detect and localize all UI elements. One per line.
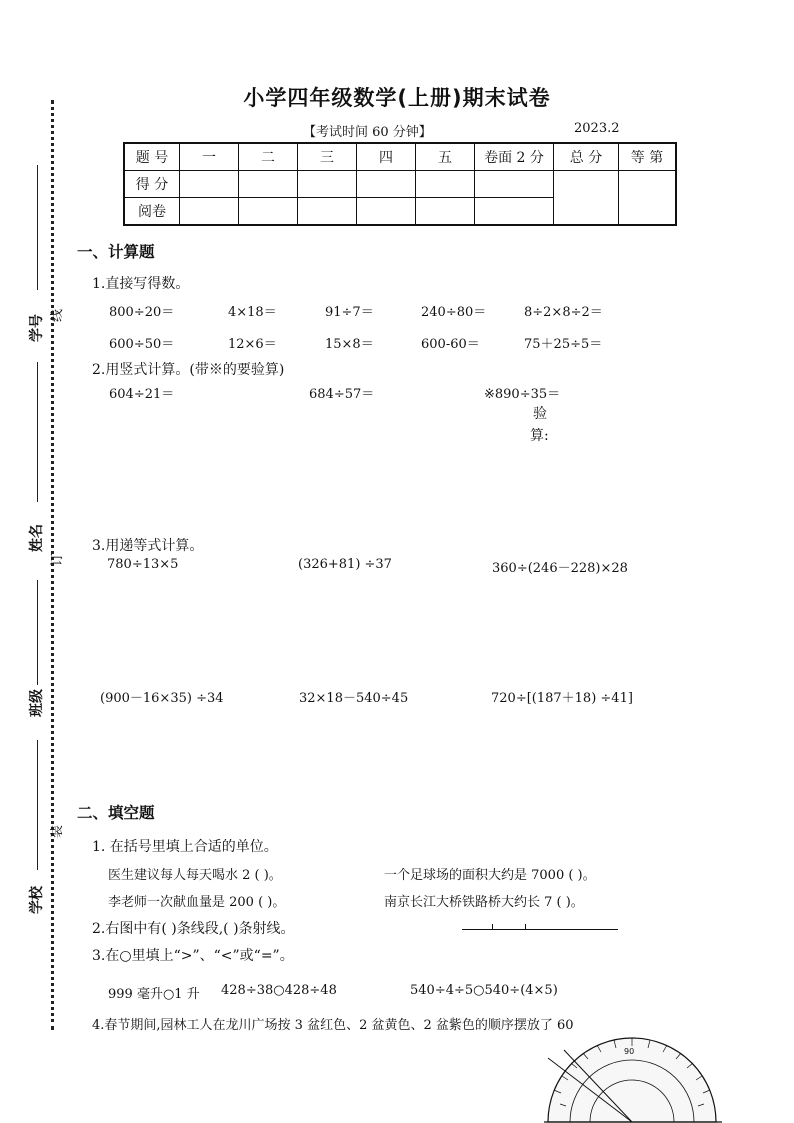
q1-item: 600-60＝: [421, 337, 480, 352]
q3-item: 32×18－540÷45: [299, 691, 409, 706]
q1-label: 1.直接写得数。: [92, 276, 190, 292]
binding-char-line: 线: [50, 308, 66, 323]
reviewer-input-cell[interactable]: [416, 198, 475, 226]
student-id-label: 学号: [29, 314, 45, 342]
q2-item: 684÷57＝: [309, 387, 375, 402]
fill-q1-item: 一个足球场的面积大约是 7000 ( )。: [384, 868, 596, 883]
fill-q3-item: 999 毫升○1 升: [108, 987, 200, 1002]
q1-item: 600÷50＝: [109, 337, 175, 352]
q1-item: 8÷2×8÷2＝: [524, 305, 603, 320]
table-cell: 总 分: [554, 143, 619, 171]
exam-time: 【考试时间 60 分钟】: [303, 125, 432, 140]
fill-q1-item: 南京长江大桥铁路桥大约长 7 ( )。: [384, 895, 584, 910]
q1-item: 91÷7＝: [325, 305, 374, 320]
table-cell: 等 第: [619, 143, 677, 171]
segment-tick: [525, 924, 526, 930]
q2-label: 2.用竖式计算。(带※的要验算): [92, 362, 285, 378]
fill-q3-label: 3.在○里填上“>”、“<”或“=”。: [92, 948, 294, 964]
protractor-figure: [544, 1030, 722, 1123]
name-label: 姓名: [29, 524, 45, 552]
score-table-score-row: [124, 171, 676, 198]
q3-item: (326+81) ÷37: [298, 557, 392, 572]
q2-check-text: 算:: [530, 428, 549, 444]
table-cell: 阅卷: [124, 198, 180, 226]
page-title: 小学四年级数学(上册)期末试卷: [243, 86, 551, 110]
class-label: 班级: [29, 689, 45, 717]
score-input-cell[interactable]: [475, 171, 554, 198]
table-cell: 三: [298, 143, 357, 171]
fill-q3-item: 428÷38○428÷48: [221, 983, 337, 998]
table-cell: 得 分: [124, 171, 180, 198]
table-cell: 题 号: [124, 143, 180, 171]
reviewer-input-cell[interactable]: [298, 198, 357, 226]
score-input-cell[interactable]: [416, 171, 475, 198]
fill-q3-item: 540÷4÷5○540÷(4×5): [410, 983, 558, 998]
score-table-header-row: [124, 143, 676, 171]
reviewer-input-cell[interactable]: [475, 198, 554, 226]
q2-check-text: 验: [533, 406, 547, 422]
binding-char-ding: 订: [50, 552, 66, 567]
score-input-cell[interactable]: [180, 171, 239, 198]
segment-tick: [492, 924, 493, 930]
table-cell: 二: [239, 143, 298, 171]
q1-item: 12×6＝: [228, 337, 277, 352]
fill-q4-label: 4.春节期间,园林工人在龙川广场按 3 盆红色、2 盆黄色、2 盆紫色的顺序摆放了 60: [92, 1018, 574, 1033]
table-cell: 五: [416, 143, 475, 171]
total-score-cell[interactable]: [554, 171, 619, 226]
q1-item: 240÷80＝: [421, 305, 487, 320]
q1-item: 4×18＝: [228, 305, 277, 320]
line-segment-figure: [462, 929, 618, 930]
q1-item: 800÷20＝: [109, 305, 175, 320]
reviewer-input-cell[interactable]: [239, 198, 298, 226]
section1-title: 一、计算题: [77, 243, 155, 261]
q3-item: 780÷13×5: [107, 557, 179, 572]
q2-item: 604÷21＝: [109, 387, 175, 402]
table-cell: 卷面 2 分: [475, 143, 554, 171]
name-line: [37, 362, 38, 502]
q2-item: ※890÷35＝: [484, 387, 561, 402]
reviewer-input-cell[interactable]: [357, 198, 416, 226]
table-cell: 一: [180, 143, 239, 171]
score-input-cell[interactable]: [298, 171, 357, 198]
q3-item: 360÷(246－228)×28: [492, 561, 628, 576]
school-label: 学校: [29, 886, 45, 914]
exam-date: 2023.2: [574, 121, 620, 136]
q3-item: 720÷[(187＋18) ÷41]: [491, 691, 633, 706]
score-input-cell[interactable]: [239, 171, 298, 198]
fill-q1-item: 医生建议每人每天喝水 2 ( )。: [108, 868, 282, 883]
fill-q2-label: 2.右图中有( )条线段,( )条射线。: [92, 921, 295, 937]
reviewer-input-cell[interactable]: [180, 198, 239, 226]
school-line: [37, 740, 38, 870]
grade-cell[interactable]: [619, 171, 677, 226]
fill-q1-item: 李老师一次献血量是 200 ( )。: [108, 895, 286, 910]
q3-label: 3.用递等式计算。: [92, 538, 204, 554]
binding-char-zhuang: 装: [50, 824, 66, 839]
table-cell: 四: [357, 143, 416, 171]
section2-title: 二、填空题: [77, 804, 155, 822]
score-table: [123, 142, 677, 226]
q3-item: (900－16×35) ÷34: [100, 691, 224, 706]
student-id-line: [37, 165, 38, 290]
q1-item: 75＋25÷5＝: [524, 337, 603, 352]
score-input-cell[interactable]: [357, 171, 416, 198]
q1-item: 15×8＝: [325, 337, 374, 352]
class-line: [37, 580, 38, 685]
protractor-label: 90: [624, 1047, 635, 1056]
fill-q1-label: 1. 在括号里填上合适的单位。: [92, 839, 278, 855]
